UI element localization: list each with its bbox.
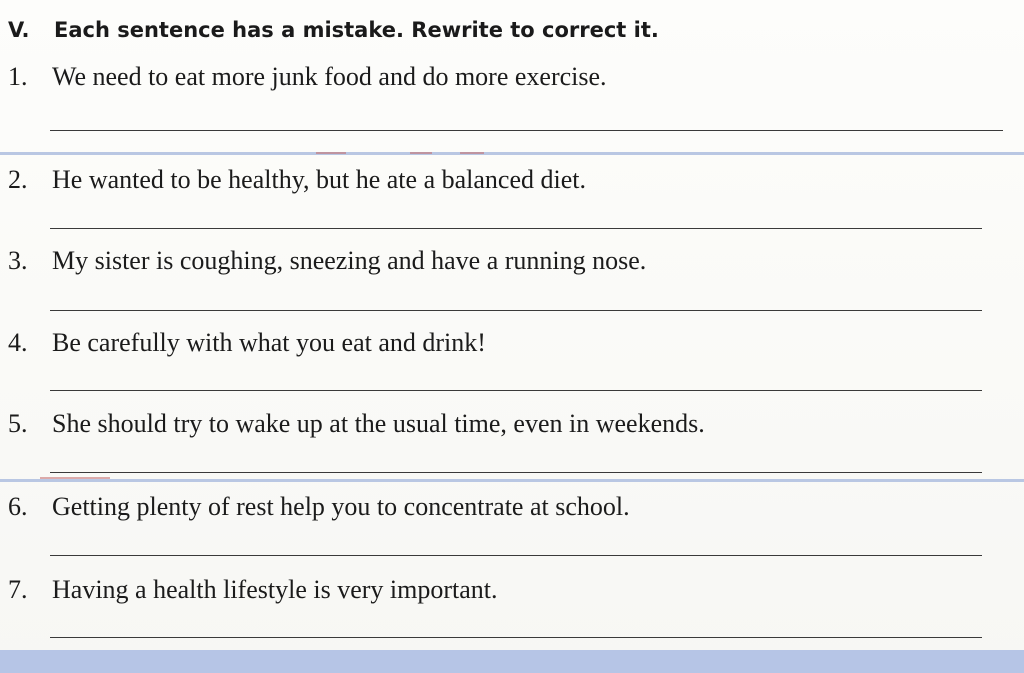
sentence-item-5: [8, 409, 705, 439]
sentence-item-7: [8, 575, 498, 605]
exercise-heading: [8, 18, 659, 42]
sentence-item-1: [8, 62, 607, 92]
item-number: 2.: [8, 165, 28, 194]
answer-line-6[interactable]: [50, 555, 982, 556]
answer-line-5[interactable]: [50, 472, 982, 473]
item-number: 7.: [8, 575, 28, 604]
item-sentence: We need to eat more junk food and do more exercise.: [52, 62, 607, 91]
exercise-instruction: Each sentence has a mistake. Rewrite to correct it.: [54, 18, 659, 42]
page-fold-line: [0, 152, 1024, 155]
answer-line-7[interactable]: [50, 637, 982, 638]
item-sentence: Getting plenty of rest help you to concentrate at school.: [52, 492, 630, 521]
answer-line-1[interactable]: [50, 130, 1003, 131]
ink-smudge: [40, 477, 110, 479]
item-number: 4.: [8, 328, 28, 357]
item-number: 1.: [8, 62, 28, 91]
item-sentence: She should try to wake up at the usual time, even in weekends.: [52, 409, 705, 438]
sentence-item-6: [8, 492, 630, 522]
item-sentence: Having a health lifestyle is very important.: [52, 575, 498, 604]
answer-line-3[interactable]: [50, 310, 982, 311]
exercise-number: V.: [8, 18, 30, 42]
ink-smudge: [410, 152, 432, 154]
page-bottom-band: [0, 650, 1024, 673]
answer-line-4[interactable]: [50, 390, 982, 391]
item-number: 6.: [8, 492, 28, 521]
answer-line-2[interactable]: [50, 228, 982, 229]
sentence-item-2: [8, 165, 586, 195]
sentence-item-3: [8, 246, 646, 276]
item-number: 5.: [8, 409, 28, 438]
ink-smudge: [460, 152, 484, 154]
item-sentence: He wanted to be healthy, but he ate a balanced diet.: [52, 165, 586, 194]
page-fold-line: [0, 479, 1024, 482]
item-sentence: My sister is coughing, sneezing and have a running nose.: [52, 246, 647, 275]
item-sentence: Be carefully with what you eat and drink!: [52, 328, 486, 357]
item-number: 3.: [8, 246, 28, 275]
ink-smudge: [316, 152, 346, 154]
sentence-item-4: [8, 328, 486, 358]
